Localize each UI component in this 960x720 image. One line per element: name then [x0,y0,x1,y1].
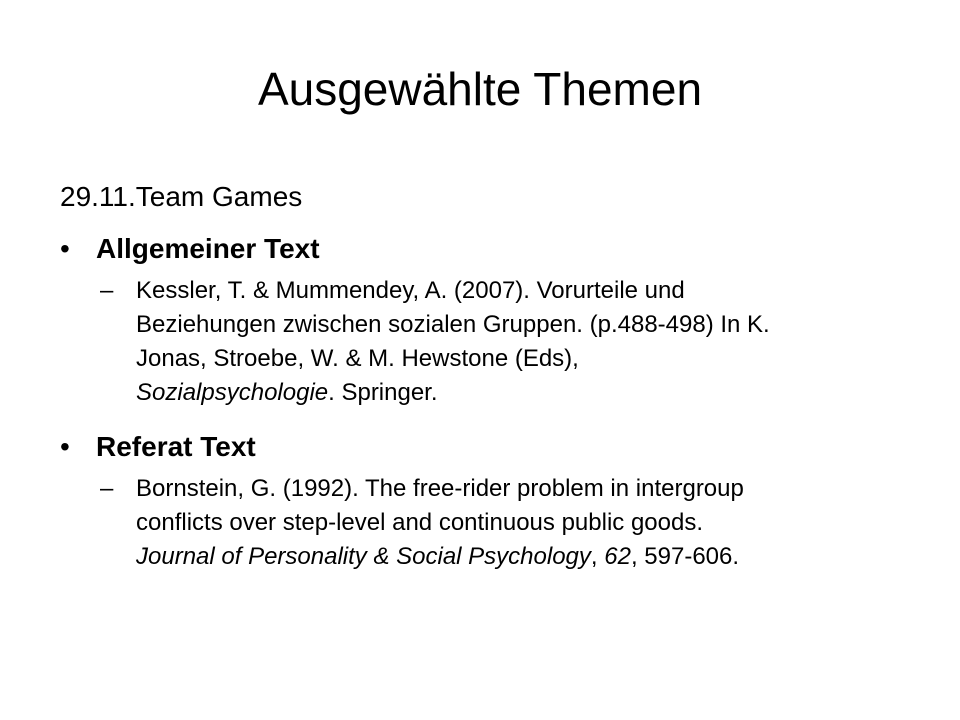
dash-icon: – [100,475,114,502]
reference-line: Jonas, Stroebe, W. & M. Hewstone (Eds), [136,345,579,372]
reference-line: Bornstein, G. (1992). The free-rider problem in intergroup [136,475,744,502]
reference-presentation [60,472,910,574]
section-heading-label: Allgemeiner Text [96,233,320,264]
reference-line: Beziehungen zwischen sozialen Gruppen. (p.488-498) In K. [136,311,770,338]
reference-line: Kessler, T. & Mummendey, A. (2007). Vorurteile und [136,277,685,304]
reference-separator: , [590,543,605,570]
bullet-icon: • [60,233,70,264]
reference-line [136,376,910,410]
section-heading-label: Referat Text [96,431,256,462]
session-date-topic: 29.11.Team Games [60,181,303,212]
reference-general [60,274,910,410]
reference-line: conflicts over step-level and continuous public goods. [136,509,703,536]
reference-book-title: Sozialpsychologie [136,379,329,406]
reference-publisher: . Springer. [328,379,438,406]
reference-journal: Journal of Personality & Social Psychology [136,543,591,570]
slide-title: Ausgewählte Themen [257,63,703,115]
slide-content [60,178,910,592]
section-heading-general [60,230,910,268]
bullet-icon: • [60,431,70,462]
dash-icon: – [100,277,114,304]
section-heading-presentation [60,428,910,466]
reference-volume: 62 [604,543,631,570]
reference-line [136,540,910,574]
reference-pages: , 597-606. [630,543,740,570]
